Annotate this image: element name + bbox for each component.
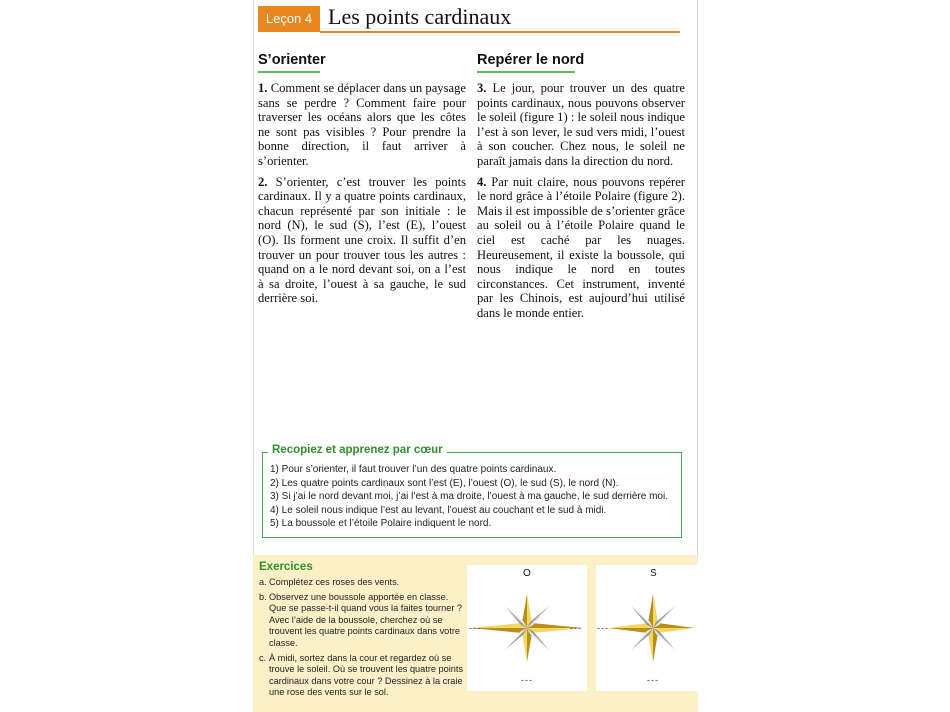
memorize-list bbox=[270, 463, 676, 531]
compass-rose-card-1 bbox=[467, 565, 587, 691]
section-heading-nord: Repérer le nord bbox=[477, 52, 585, 68]
heading-underline bbox=[477, 71, 575, 73]
exercise-item-c bbox=[259, 653, 465, 699]
exercise-letter: a. bbox=[259, 577, 267, 587]
exercise-letter: b. bbox=[259, 591, 267, 602]
lesson-tag: Leçon 4 bbox=[258, 6, 320, 32]
memorize-item: 3) Si j’ai le nord devant moi, j’ai l’est à ma droite, l’ouest à ma gauche, le sud derrière moi. bbox=[270, 491, 668, 503]
memorize-item: 1) Pour s’orienter, il faut trouver l’un des quatre points cardinaux. bbox=[270, 464, 557, 475]
right-column bbox=[477, 52, 685, 327]
exercise-text: Complétez ces roses des vents. bbox=[269, 577, 400, 587]
paragraph-2 bbox=[258, 175, 466, 306]
memorize-item: 4) Le soleil nous indique l’est au levant, l’ouest au couchant et le sud à midi. bbox=[270, 504, 607, 516]
paragraph-text: Comment se déplacer dans un paysage sans se perdre ? Comment faire pour traverser les océans alors que les côtes ne sont pas visibles ? Pour prendre la bonne direction, il faut arriver à s’orienter. bbox=[258, 81, 466, 168]
memorize-item: 2) Les quatre points cardinaux sont l’est (E), l’ouest (O), le sud (S), le nord (N). bbox=[270, 477, 619, 489]
exercises-list bbox=[259, 577, 465, 702]
compass-rose-icon bbox=[467, 565, 587, 691]
paragraph-text: Le jour, pour trouver un des quatre points cardinaux, nous pouvons observer le soleil (figure 1) : le soleil nous indique l’est à son lever, le sud vers midi, l’ouest à son coucher. Chez nous, le soleil ne paraît jamais dans la direction du nord. bbox=[477, 81, 685, 168]
memorize-box-title: Recopiez et apprenez par cœur bbox=[268, 444, 447, 456]
paragraph-number: 4. bbox=[477, 174, 487, 189]
paragraph-number: 2. bbox=[258, 174, 268, 189]
title-underline bbox=[320, 31, 680, 33]
exercise-item-a bbox=[259, 577, 465, 589]
lesson-title: Les points cardinaux bbox=[328, 4, 512, 29]
compass-rose-icon bbox=[596, 565, 698, 691]
exercise-text: Observez une boussole apportée en classe. Que se passe-t-il quand vous la faites tourner ? Avec l’aide de la boussole, cherchez où se trouvent les quatre points cardinaux dans votre classe. bbox=[269, 591, 463, 648]
paragraph-text: Par nuit claire, nous pouvons repérer le nord grâce à l’étoile Polaire (figure 2). Mais il est impossible de s’orienter grâce au soleil ou à l’étoile Polaire quand le ciel est caché par les nuages. Heureusement, il existe la boussole, qui nous indique le nord en toutes circonstances. Cet instrument, inventé par les Chinois, est aujourd’hui utilisé dans le monde entier. bbox=[477, 174, 685, 320]
rose-top-label: O bbox=[523, 568, 531, 579]
exercise-letter: c. bbox=[259, 652, 267, 663]
paragraph-number: 1. bbox=[258, 81, 268, 95]
compass-rose-card-2 bbox=[596, 565, 698, 691]
paragraph-4 bbox=[477, 175, 685, 321]
paragraph-text: S’orienter, c’est trouver les points cardinaux. Il y a quatre points cardinaux, chacun représenté par son initiale : le nord (N), le sud (S), l’est (E), l’ouest (O). Ils forment une croix. Il suffit d’en trouver un pour trouver tous les autres : quand on a le nord devant soi, on a l’est à sa droite, l’ouest à sa gauche, le sud derrière soi. bbox=[258, 174, 466, 306]
rose-top-label: S bbox=[650, 568, 657, 579]
rose-blank-bottom: --- bbox=[521, 675, 533, 685]
heading-underline bbox=[258, 71, 320, 73]
exercises-title: Exercices bbox=[259, 561, 313, 573]
paragraph-number: 3. bbox=[477, 81, 487, 95]
paragraph-3 bbox=[477, 81, 685, 169]
section-heading-orienter: S’orienter bbox=[258, 52, 326, 68]
exercise-item-b bbox=[259, 592, 465, 650]
rose-blank-left: --- bbox=[597, 623, 609, 633]
memorize-item: 5) La boussole et l’étoile Polaire indiquent le nord. bbox=[270, 518, 492, 530]
rose-blank-right: --- bbox=[570, 623, 582, 633]
rose-blank-left: --- bbox=[469, 623, 481, 633]
paragraph-1 bbox=[258, 81, 466, 169]
left-column bbox=[258, 52, 466, 312]
exercise-text: À midi, sortez dans la cour et regardez où se trouve le soleil. Où se trouvent les quatre points cardinaux dans votre cour ? Dessinez à la craie une rose des vents sur le sol. bbox=[269, 652, 464, 698]
rose-blank-bottom: --- bbox=[647, 675, 659, 685]
